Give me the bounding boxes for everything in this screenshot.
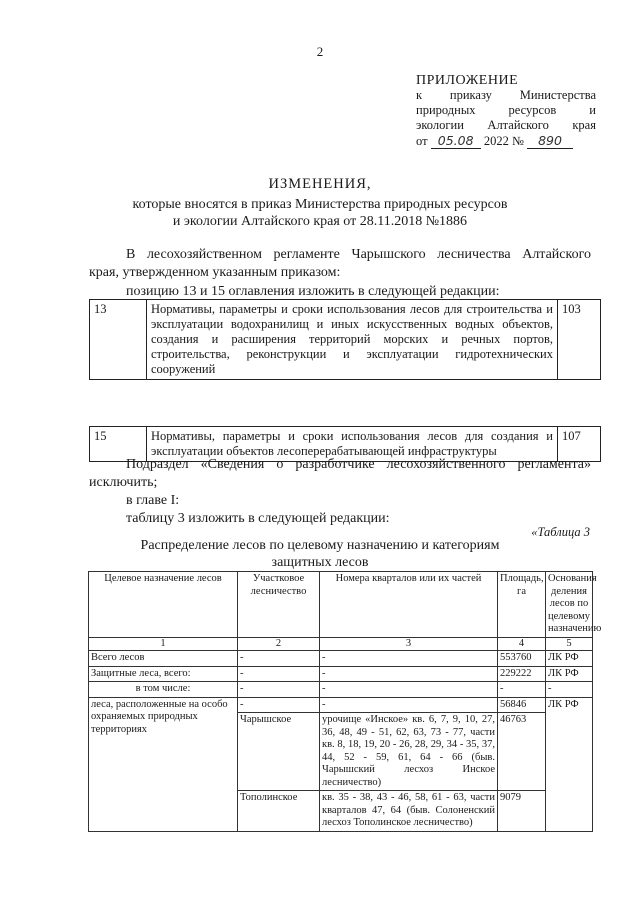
table-title-line: Распределение лесов по целевому назначению и категориям — [140, 538, 500, 553]
paragraph: исключить; — [89, 475, 158, 490]
table-cell: 9079 — [498, 791, 546, 832]
toc-title: Нормативы, параметры и сроки использования лесов для создания и эксплуатации объектов лесоперерабатывающей инфраструктуры — [147, 427, 558, 462]
table-cell: Защитные леса, всего: — [89, 666, 238, 682]
paragraph: Подраздел «Сведения о разработчике лесохозяйственного регламента» — [126, 457, 591, 472]
appendix-block — [416, 73, 596, 149]
table-cell: 56846 — [498, 697, 546, 713]
table-cell: - — [238, 651, 320, 667]
toc-number: 13 — [90, 300, 147, 380]
appendix-line: к приказу Министерства — [416, 88, 596, 102]
table-cell: - — [498, 682, 546, 698]
heading-title: ИЗМЕНЕНИЯ, — [268, 176, 372, 192]
heading-line: и экологии Алтайского края от 28.11.2018 №1886 — [172, 214, 468, 229]
table-cell: Тополинское — [238, 791, 320, 832]
column-header: Основания деления лесов по целевому назначению — [546, 572, 593, 638]
table-cell: - — [320, 666, 498, 682]
paragraph: края, утвержденном указанным приказом: — [89, 265, 341, 280]
appendix-order-line — [416, 133, 596, 149]
column-number: 4 — [498, 637, 546, 651]
toc-title: Нормативы, параметры и сроки использования лесов для строительства и эксплуатации водохранилищ и иных искусственных водных объектов, создания и расширения территорий морских и речных портов, строительства, реконструкции и эксплуатации гидротехнических сооружений — [147, 300, 558, 380]
toc-page: 107 — [558, 427, 601, 462]
table-cell: урочище «Инское» кв. 6, 7, 9, 10, 27, 36, 48, 49 - 51, 62, 63, 73 - 77, части кв. 8, 18, 19, 20 - 26, 28, 29, 34 - 35, 37, 44, 52 - 59, 61, 64 - 66 (быв. Чарышский лесхоз Инское лесничество) — [320, 713, 498, 791]
table-cell: - — [320, 682, 498, 698]
table-cell: в том числе: — [89, 682, 238, 698]
appendix-title: ПРИЛОЖЕНИЕ — [416, 73, 519, 88]
table-cell: - — [546, 682, 593, 698]
handwritten-number: 890 — [527, 133, 573, 149]
column-number: 5 — [546, 637, 593, 651]
heading-line: которые вносятся в приказ Министерства природных ресурсов — [132, 197, 508, 212]
column-number-row — [89, 637, 593, 651]
table-cell: 553760 — [498, 651, 546, 667]
appendix-line: природных ресурсов и — [416, 103, 596, 117]
table-cell: ЛК РФ — [546, 651, 593, 667]
order-prefix: от — [416, 134, 428, 148]
column-header: Целевое назначение лесов — [89, 572, 238, 638]
table-cell: ЛК РФ — [546, 697, 593, 831]
page-number: 2 — [316, 44, 324, 59]
table-cell: кв. 35 - 38, 43 - 46, 58, 61 - 63, части кварталов 47, 64 (быв. Солоненский лесхоз Тополинское лесничество) — [320, 791, 498, 832]
toc-row-13 — [89, 299, 601, 380]
paragraph: в главе I: — [126, 493, 180, 508]
table-label: «Таблица 3 — [531, 525, 590, 539]
table-cell: - — [238, 682, 320, 698]
table-cell: леса, расположенные на особо охраняемых природных территориях — [89, 697, 238, 831]
table-header-row — [89, 572, 593, 638]
table-row — [89, 697, 593, 713]
table-cell: Всего лесов — [89, 651, 238, 667]
column-number: 3 — [320, 637, 498, 651]
paragraph: В лесохозяйственном регламенте Чарышского лесничества Алтайского — [126, 247, 591, 262]
toc-number: 15 — [90, 427, 147, 462]
table-title — [0, 537, 640, 571]
document-heading — [0, 176, 640, 230]
table-cell: - — [238, 666, 320, 682]
table-cell: 229222 — [498, 666, 546, 682]
paragraph: позицию 13 и 15 оглавления изложить в следующей редакции: — [126, 284, 500, 299]
forest-distribution-table — [88, 571, 602, 832]
column-number: 2 — [238, 637, 320, 651]
appendix-line: экологии Алтайского края — [416, 118, 596, 132]
table-cell: Чарышское — [238, 713, 320, 791]
column-number: 1 — [89, 637, 238, 651]
table-cell: - — [320, 651, 498, 667]
table-cell: ЛК РФ — [546, 666, 593, 682]
table-row — [89, 682, 593, 698]
table-row — [89, 651, 593, 667]
order-year: 2022 № — [483, 134, 524, 148]
column-header: Площадь, га — [498, 572, 546, 638]
handwritten-date: 05.08 — [431, 133, 481, 149]
table-cell: - — [238, 697, 320, 713]
table-cell: - — [320, 697, 498, 713]
table-cell: 46763 — [498, 713, 546, 791]
table-row — [89, 666, 593, 682]
toc-page: 103 — [558, 300, 601, 380]
column-header: Участковое лесничество — [238, 572, 320, 638]
table-title-line: защитных лесов — [271, 555, 369, 570]
column-header: Номера кварталов или их частей — [320, 572, 498, 638]
paragraph: таблицу 3 изложить в следующей редакции: — [126, 511, 390, 526]
